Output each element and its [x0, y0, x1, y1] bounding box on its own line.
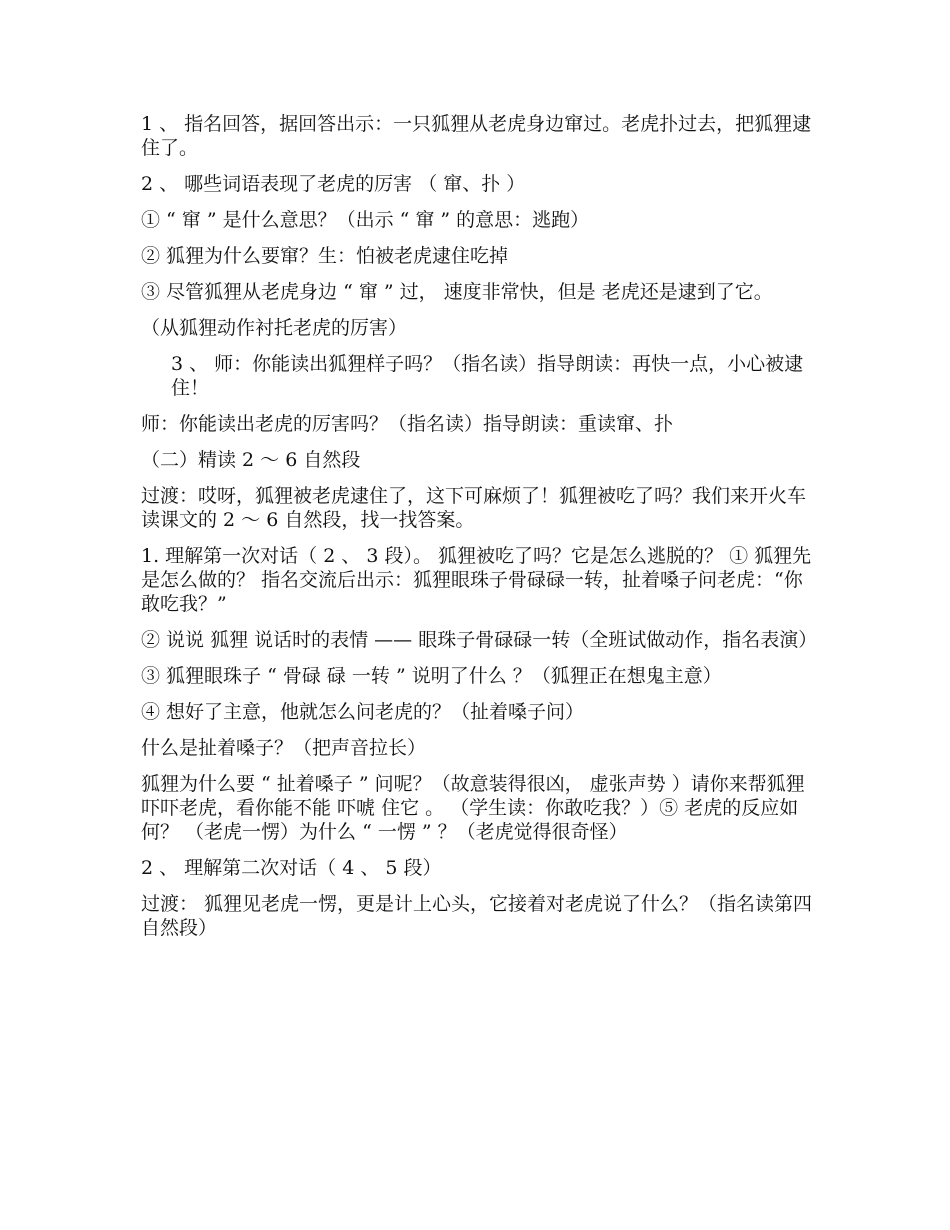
- paragraph-18: 过渡： 狐狸见老虎一愣，更是计上心头，它接着对老虎说了什么？（指名读第四自然段）: [141, 893, 813, 939]
- paragraph-12: ② 说说 狐狸 说话时的表情 —— 眼珠子骨碌碌一转（全班试做动作，指名表演）: [141, 629, 818, 651]
- document-page: [141, 112, 817, 952]
- paragraph-13: ③ 狐狸眼珠子 “ 骨碌 碌 一转 ” 说明了什么 ？（狐狸正在想鬼主意）: [141, 665, 722, 687]
- paragraph-4: ② 狐狸为什么要窜？生：怕被老虎逮住吃掉: [141, 245, 509, 267]
- paragraph-17: 2 、 理解第二次对话（ 4 、 5 段）: [141, 857, 442, 879]
- paragraph-14: ④ 想好了主意，他就怎么问老虎的？（扯着嗓子问）: [141, 701, 585, 723]
- section-heading: （二）精读 2 ～ 6 自然段: [141, 449, 361, 471]
- paragraph-16: 狐狸为什么要 “ 扯着嗓子 ” 问呢？（故意装得很凶， 虚张声势 ）请你来帮狐狸吓吓老虎，看你能不能 吓唬 住它 。 （学生读：你敢吃我？）⑤ 老虎的反应如何？ （老虎一愣）为什么 “ 一愣 ” ？（老虎觉得很奇怪）: [141, 773, 805, 843]
- paragraph-8: 师：你能读出老虎的厉害吗？（指名读）指导朗读：重读窜、扑: [141, 413, 674, 435]
- paragraph-15: 什么是扯着嗓子？（把声音拉长）: [141, 737, 427, 759]
- paragraph-3: ① “ 窜 ” 是什么意思？（出示 “ 窜 ” 的意思：逃跑）: [141, 209, 590, 231]
- paragraph-11: 1. 理解第一次对话（ 2 、 3 段）。 狐狸被吃了吗？它是怎么逃脱的？ ① 狐狸先是怎么做的？ 指名交流后出示：狐狸眼珠子骨碌碌一转，扯着嗓子问老虎：“你敢吃我？”: [141, 545, 812, 615]
- paragraph-1: 1 、 指名回答，据回答出示：一只狐狸从老虎身边窜过。老虎扑过去，把狐狸逮住了。: [141, 113, 812, 159]
- paragraph-5: ③ 尽管狐狸从老虎身边 “ 窜 ” 过， 速度非常快，但是 老虎还是逮到了它。: [141, 281, 773, 303]
- paragraph-7: 3 、 师：你能读出狐狸样子吗？（指名读）指导朗读：再快一点，小心被逮住！: [171, 353, 804, 399]
- paragraph-6: （从狐狸动作衬托老虎的厉害）: [141, 317, 408, 339]
- paragraph-10: 过渡：哎呀，狐狸被老虎逮住了，这下可麻烦了！狐狸被吃了吗？我们来开火车读课文的 2 ～ 6 自然段，找一找答案。: [141, 485, 807, 531]
- paragraph-2: 2 、 哪些词语表现了老虎的厉害 （ 窜、扑 ）: [141, 173, 526, 195]
